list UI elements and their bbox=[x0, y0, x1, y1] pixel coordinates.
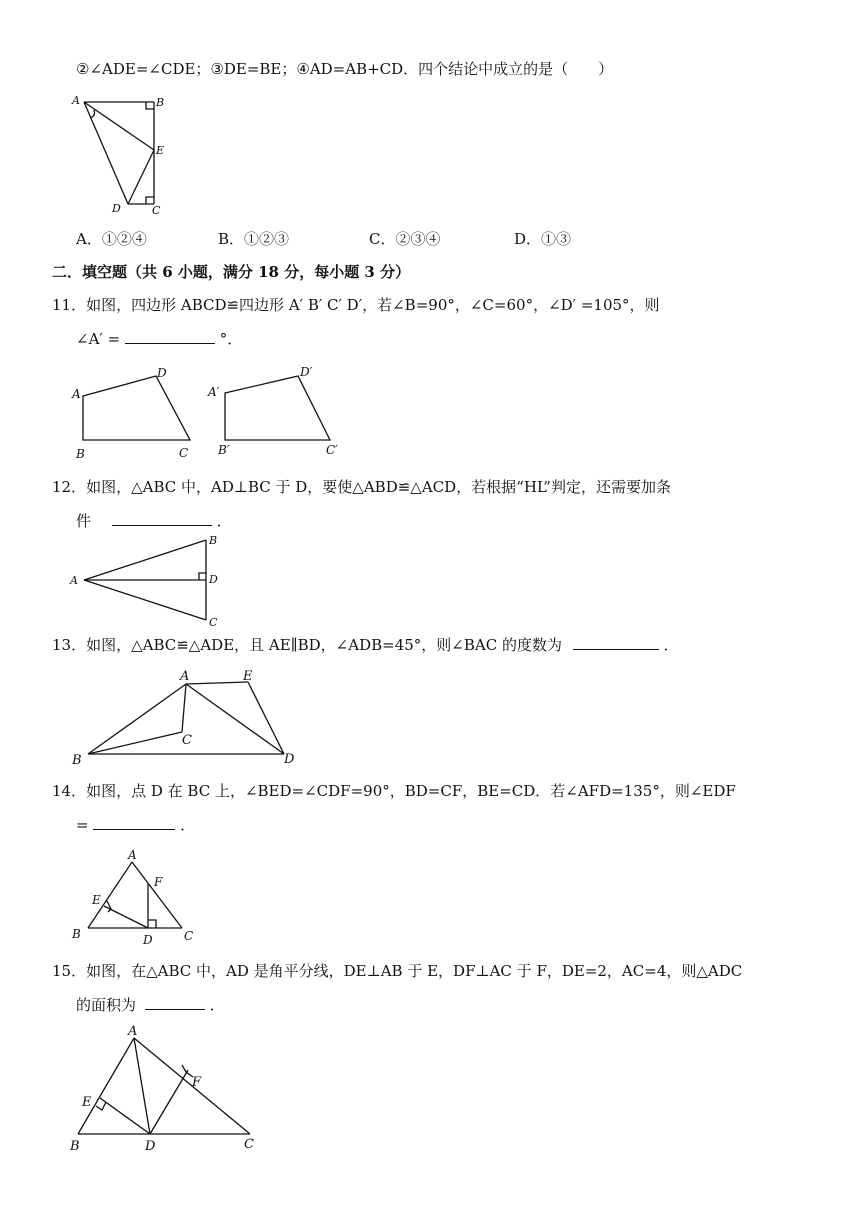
q14-figure bbox=[66, 846, 206, 946]
q11-suffix: °． bbox=[219, 330, 243, 348]
q15-label-c: C bbox=[244, 1137, 254, 1152]
q13-line1 bbox=[52, 634, 679, 656]
q13-suffix: ． bbox=[663, 636, 679, 654]
q15-answer-blank[interactable] bbox=[145, 995, 205, 1010]
q15-label-f: F bbox=[192, 1075, 202, 1090]
q13-answer-blank[interactable] bbox=[573, 635, 659, 650]
q11-line1: 11．如图，四边形 ABCD≌四边形 A′ B′ C′ D′，若∠B=90°，∠C=60°，∠D′ =105°，则 bbox=[52, 296, 660, 314]
q14-line2 bbox=[76, 814, 195, 836]
q10-stem: ②∠ADE=∠CDE；③DE=BE；④AD=AB+CD．四个结论中成立的是（ ） bbox=[76, 60, 614, 78]
q14-prefix: = bbox=[76, 816, 89, 834]
q14-label-a: A bbox=[128, 848, 137, 862]
q13-label-d: D bbox=[284, 752, 295, 767]
q11-label-a: A bbox=[72, 387, 81, 401]
q12-label-c: C bbox=[209, 616, 218, 629]
q15-figure bbox=[66, 1022, 266, 1156]
q15-label-e: E bbox=[82, 1095, 92, 1110]
section-heading: 二．填空题（共 6 小题，满分 18 分，每小题 3 分） bbox=[52, 263, 411, 281]
q10-label-d: D bbox=[112, 202, 121, 215]
q14-label-d: D bbox=[143, 933, 153, 946]
q12-suffix: ． bbox=[216, 512, 232, 530]
q10-label-a: A bbox=[72, 94, 80, 107]
q15-label-d: D bbox=[145, 1139, 156, 1154]
q11-prefix: ∠A′ = bbox=[76, 330, 121, 348]
q12-label-a: A bbox=[70, 574, 78, 587]
q10-option-c: C．②③④ bbox=[369, 230, 441, 248]
q11-figure bbox=[66, 362, 366, 462]
q14-line1: 14．如图，点 D 在 BC 上，∠BED=∠CDF=90°，BD=CF，BE=CD．若∠AFD=135°，则∠EDF bbox=[52, 782, 736, 800]
q12-prefix: 件 bbox=[76, 512, 92, 530]
q15-suffix: ． bbox=[209, 996, 225, 1014]
q10-option-b: B．①②③ bbox=[218, 230, 290, 248]
q14-suffix: ． bbox=[180, 816, 196, 834]
q11-label-d: D bbox=[157, 366, 167, 380]
q15-line2 bbox=[76, 994, 225, 1016]
q12-label-d: D bbox=[209, 573, 218, 586]
q15-prefix: 的面积为 bbox=[76, 996, 137, 1014]
q10-label-b: B bbox=[156, 96, 165, 109]
q15-line1: 15．如图，在△ABC 中，AD 是角平分线，DE⊥AB 于 E，DF⊥AC 于 F，DE=2，AC=4，则△ADC bbox=[52, 962, 743, 980]
q12-line2 bbox=[76, 510, 232, 532]
q10-figure bbox=[66, 90, 176, 215]
q15-label-a: A bbox=[128, 1024, 138, 1039]
q10-option-d: D．①③ bbox=[514, 230, 572, 248]
q11-label-b-prime: B′ bbox=[218, 443, 230, 457]
q10-label-e: E bbox=[156, 144, 165, 157]
q11-answer-blank[interactable] bbox=[125, 329, 215, 344]
q14-label-c: C bbox=[184, 929, 194, 943]
q10-option-a: A．①②④ bbox=[76, 230, 147, 248]
q14-label-f: F bbox=[154, 875, 163, 889]
q14-answer-blank[interactable] bbox=[93, 815, 175, 830]
q11-label-a-prime: A′ bbox=[208, 385, 220, 399]
q12-line1: 12．如图，△ABC 中，AD⊥BC 于 D，要使△ABD≌△ACD，若根据“HL”判定，还需要加条 bbox=[52, 478, 671, 496]
q13-label-e: E bbox=[243, 669, 253, 684]
q15-label-b: B bbox=[70, 1139, 80, 1154]
q11-label-b: B bbox=[76, 447, 85, 461]
q11-label-c-prime: C′ bbox=[326, 443, 338, 457]
q12-figure bbox=[66, 532, 236, 632]
q12-answer-blank[interactable] bbox=[112, 511, 212, 526]
q10-label-c: C bbox=[152, 204, 161, 215]
q13-label-c: C bbox=[182, 733, 192, 748]
q13-label-a: A bbox=[180, 669, 190, 684]
q11-label-d-prime: D′ bbox=[300, 365, 313, 379]
q12-label-b: B bbox=[209, 534, 218, 547]
q11-line2 bbox=[76, 328, 242, 350]
q13-figure bbox=[66, 664, 306, 768]
q11-label-c: C bbox=[179, 446, 189, 460]
q14-label-b: B bbox=[72, 927, 81, 941]
q13-stem: 13．如图，△ABC≌△ADE，且 AE∥BD，∠ADB=45°，则∠BAC 的度数为 bbox=[52, 636, 562, 654]
q13-label-b: B bbox=[72, 753, 82, 768]
q14-label-e: E bbox=[92, 893, 101, 907]
